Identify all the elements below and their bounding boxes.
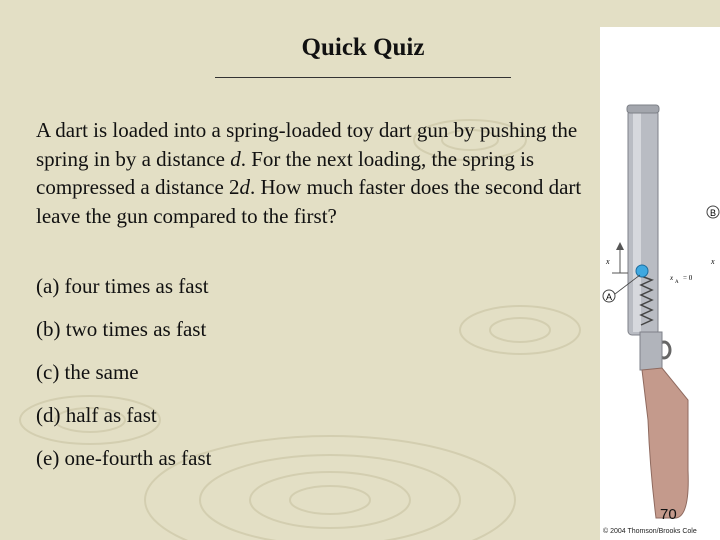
label-x: x [606, 257, 610, 266]
figure-copyright: © 2004 Thomson/Brooks Cole [603, 528, 697, 535]
variable-d: d [230, 146, 241, 171]
option-b: (b) two times as fast [36, 317, 207, 341]
option-a: (a) four times as fast [36, 274, 209, 298]
dart-ball [636, 265, 648, 277]
option-e: (e) one-fourth as fast [36, 446, 212, 470]
variable-d: d [239, 175, 251, 199]
label-xa: x [670, 274, 674, 282]
label-x-right: x [711, 257, 715, 266]
barrel-muzzle [627, 105, 659, 113]
gun-stock [642, 368, 688, 518]
gun-barrel [628, 110, 658, 335]
gun-receiver [640, 332, 662, 370]
x-arrow-head [616, 242, 624, 250]
question-text [36, 116, 596, 230]
dart-gun-figure [600, 27, 720, 540]
option-d: (d) half as fast [36, 403, 157, 427]
option-c: (c) the same [36, 360, 139, 384]
question-text-part: . For the next loading, the spring is compressed a distance 2 [36, 146, 535, 199]
question-text-part: . How much faster does the second dart leave the gun compared to the first? [36, 175, 582, 228]
label-b: B [709, 208, 717, 218]
barrel-highlight [633, 112, 641, 332]
label-a: A [605, 292, 613, 302]
slide-title: Quick Quiz [301, 34, 425, 61]
title-underline [215, 77, 511, 78]
label-xa-eq: = 0 [683, 274, 693, 282]
slide-number: 70 [660, 506, 677, 523]
label-xa-sub: A [675, 280, 679, 285]
question-text-part: A dart is loaded into a spring-loaded toy dart gun by pushing the spring in by a distance [36, 118, 578, 171]
